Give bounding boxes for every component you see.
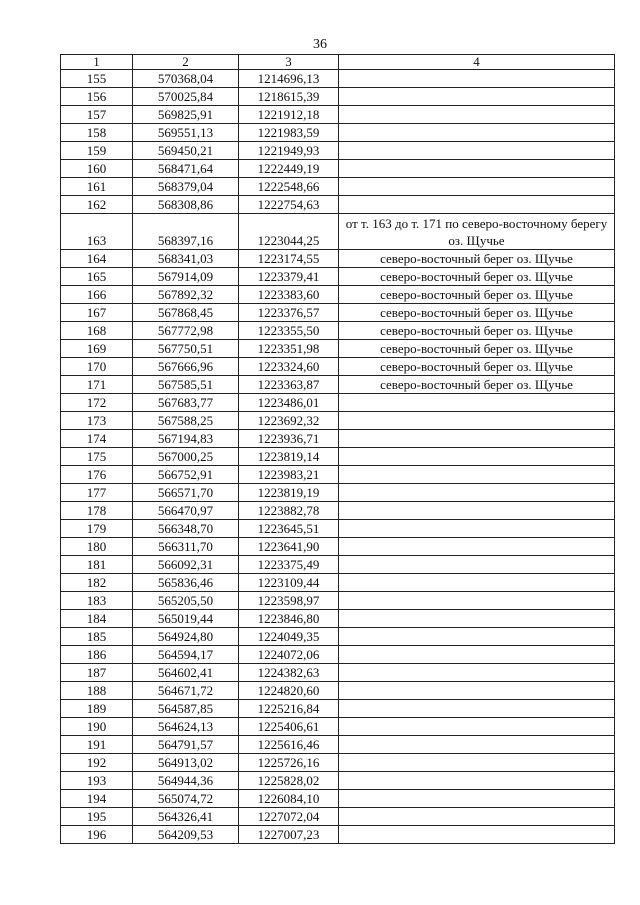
x-coordinate-cell: 568397,16: [133, 214, 239, 250]
x-coordinate-cell: 567683,77: [133, 394, 239, 412]
y-coordinate-cell: 1223174,55: [239, 250, 339, 268]
x-coordinate-cell: 569825,91: [133, 106, 239, 124]
y-coordinate-cell: 1221912,18: [239, 106, 339, 124]
coordinates-table: [60, 54, 615, 844]
description-cell: [339, 826, 615, 844]
description-cell: [339, 196, 615, 214]
x-coordinate-cell: 566752,91: [133, 466, 239, 484]
x-coordinate-cell: 564944,36: [133, 772, 239, 790]
table-body: [61, 70, 615, 844]
x-coordinate-cell: 564624,13: [133, 718, 239, 736]
x-coordinate-cell: 564924,80: [133, 628, 239, 646]
table-row: [61, 502, 615, 520]
x-coordinate-cell: 566348,70: [133, 520, 239, 538]
description-cell: северо-восточный берег оз. Щучье: [339, 376, 615, 394]
point-number-cell: 187: [61, 664, 133, 682]
x-coordinate-cell: 568308,86: [133, 196, 239, 214]
x-coordinate-cell: 569450,21: [133, 142, 239, 160]
y-coordinate-cell: 1223379,41: [239, 268, 339, 286]
description-cell: [339, 754, 615, 772]
y-coordinate-cell: 1223355,50: [239, 322, 339, 340]
description-cell: от т. 163 до т. 171 по северо-восточному берегу оз. Щучье: [339, 214, 615, 250]
page-number: 36: [313, 37, 327, 52]
table-row: [61, 754, 615, 772]
x-coordinate-cell: 567000,25: [133, 448, 239, 466]
y-coordinate-cell: 1218615,39: [239, 88, 339, 106]
table-row: [61, 646, 615, 664]
point-number-cell: 190: [61, 718, 133, 736]
table-row: [61, 124, 615, 142]
table-row: [61, 106, 615, 124]
y-coordinate-cell: 1223351,98: [239, 340, 339, 358]
description-cell: [339, 70, 615, 88]
y-coordinate-cell: 1227072,04: [239, 808, 339, 826]
table-row: [61, 556, 615, 574]
description-cell: [339, 700, 615, 718]
description-cell: [339, 772, 615, 790]
table-row: [61, 340, 615, 358]
x-coordinate-cell: 568379,04: [133, 178, 239, 196]
table-row: [61, 214, 615, 250]
x-coordinate-cell: 568471,64: [133, 160, 239, 178]
description-cell: [339, 88, 615, 106]
table-row: [61, 484, 615, 502]
y-coordinate-cell: 1223375,49: [239, 556, 339, 574]
description-cell: [339, 466, 615, 484]
description-cell: [339, 556, 615, 574]
point-number-cell: 173: [61, 412, 133, 430]
description-cell: [339, 124, 615, 142]
description-cell: северо-восточный берег оз. Щучье: [339, 358, 615, 376]
point-number-cell: 193: [61, 772, 133, 790]
y-coordinate-cell: 1223641,90: [239, 538, 339, 556]
point-number-cell: 157: [61, 106, 133, 124]
x-coordinate-cell: 567194,83: [133, 430, 239, 448]
point-number-cell: 159: [61, 142, 133, 160]
table-row: [61, 826, 615, 844]
description-cell: северо-восточный берег оз. Щучье: [339, 340, 615, 358]
point-number-cell: 186: [61, 646, 133, 664]
x-coordinate-cell: 566311,70: [133, 538, 239, 556]
point-number-cell: 164: [61, 250, 133, 268]
x-coordinate-cell: 566092,31: [133, 556, 239, 574]
point-number-cell: 195: [61, 808, 133, 826]
y-coordinate-cell: 1223383,60: [239, 286, 339, 304]
description-cell: [339, 502, 615, 520]
y-coordinate-cell: 1214696,13: [239, 70, 339, 88]
point-number-cell: 160: [61, 160, 133, 178]
header-col-4: 4: [339, 55, 615, 70]
table-row: [61, 268, 615, 286]
table-row: [61, 322, 615, 340]
description-cell: [339, 808, 615, 826]
point-number-cell: 166: [61, 286, 133, 304]
x-coordinate-cell: 564671,72: [133, 682, 239, 700]
x-coordinate-cell: 567892,32: [133, 286, 239, 304]
description-cell: [339, 790, 615, 808]
x-coordinate-cell: 567585,51: [133, 376, 239, 394]
table-row: [61, 430, 615, 448]
y-coordinate-cell: 1225406,61: [239, 718, 339, 736]
table-row: [61, 304, 615, 322]
point-number-cell: 175: [61, 448, 133, 466]
y-coordinate-cell: 1223486,01: [239, 394, 339, 412]
y-coordinate-cell: 1223044,25: [239, 214, 339, 250]
table-row: [61, 412, 615, 430]
table-row: [61, 196, 615, 214]
table-row: [61, 718, 615, 736]
description-cell: [339, 646, 615, 664]
point-number-cell: 176: [61, 466, 133, 484]
point-number-cell: 174: [61, 430, 133, 448]
table-row: [61, 592, 615, 610]
point-number-cell: 163: [61, 214, 133, 250]
y-coordinate-cell: 1223363,87: [239, 376, 339, 394]
x-coordinate-cell: 567772,98: [133, 322, 239, 340]
table-row: [61, 610, 615, 628]
description-cell: [339, 664, 615, 682]
description-cell: [339, 106, 615, 124]
y-coordinate-cell: 1224072,06: [239, 646, 339, 664]
point-number-cell: 183: [61, 592, 133, 610]
description-cell: северо-восточный берег оз. Щучье: [339, 286, 615, 304]
description-cell: [339, 394, 615, 412]
table-row: [61, 808, 615, 826]
table-row: [61, 376, 615, 394]
table-row: [61, 286, 615, 304]
x-coordinate-cell: 566470,97: [133, 502, 239, 520]
description-cell: [339, 484, 615, 502]
point-number-cell: 180: [61, 538, 133, 556]
description-cell: [339, 520, 615, 538]
description-cell: [339, 538, 615, 556]
point-number-cell: 162: [61, 196, 133, 214]
x-coordinate-cell: 567914,09: [133, 268, 239, 286]
table-row: [61, 70, 615, 88]
point-number-cell: 177: [61, 484, 133, 502]
description-cell: северо-восточный берег оз. Щучье: [339, 304, 615, 322]
y-coordinate-cell: 1223882,78: [239, 502, 339, 520]
x-coordinate-cell: 564913,02: [133, 754, 239, 772]
x-coordinate-cell: 565836,46: [133, 574, 239, 592]
point-number-cell: 170: [61, 358, 133, 376]
table-row: [61, 700, 615, 718]
y-coordinate-cell: 1222754,63: [239, 196, 339, 214]
point-number-cell: 169: [61, 340, 133, 358]
table-row: [61, 88, 615, 106]
description-cell: северо-восточный берег оз. Щучье: [339, 250, 615, 268]
y-coordinate-cell: 1225616,46: [239, 736, 339, 754]
y-coordinate-cell: 1223324,60: [239, 358, 339, 376]
x-coordinate-cell: 570368,04: [133, 70, 239, 88]
table-row: [61, 448, 615, 466]
point-number-cell: 191: [61, 736, 133, 754]
description-cell: [339, 430, 615, 448]
y-coordinate-cell: 1224820,60: [239, 682, 339, 700]
y-coordinate-cell: 1225726,16: [239, 754, 339, 772]
y-coordinate-cell: 1223109,44: [239, 574, 339, 592]
table-row: [61, 178, 615, 196]
y-coordinate-cell: 1222449,19: [239, 160, 339, 178]
y-coordinate-cell: 1223598,97: [239, 592, 339, 610]
table-row: [61, 628, 615, 646]
x-coordinate-cell: 567868,45: [133, 304, 239, 322]
table-row: [61, 160, 615, 178]
header-col-2: 2: [133, 55, 239, 70]
point-number-cell: 167: [61, 304, 133, 322]
description-cell: [339, 178, 615, 196]
table-row: [61, 664, 615, 682]
x-coordinate-cell: 570025,84: [133, 88, 239, 106]
point-number-cell: 165: [61, 268, 133, 286]
x-coordinate-cell: 564594,17: [133, 646, 239, 664]
header-col-3: 3: [239, 55, 339, 70]
table-row: [61, 466, 615, 484]
point-number-cell: 188: [61, 682, 133, 700]
table-row: [61, 538, 615, 556]
y-coordinate-cell: 1225828,02: [239, 772, 339, 790]
x-coordinate-cell: 565205,50: [133, 592, 239, 610]
x-coordinate-cell: 565019,44: [133, 610, 239, 628]
point-number-cell: 196: [61, 826, 133, 844]
table-row: [61, 772, 615, 790]
point-number-cell: 194: [61, 790, 133, 808]
description-cell: [339, 736, 615, 754]
table-row: [61, 520, 615, 538]
point-number-cell: 182: [61, 574, 133, 592]
point-number-cell: 171: [61, 376, 133, 394]
point-number-cell: 158: [61, 124, 133, 142]
point-number-cell: 172: [61, 394, 133, 412]
x-coordinate-cell: 564587,85: [133, 700, 239, 718]
x-coordinate-cell: 567666,96: [133, 358, 239, 376]
table-row: [61, 142, 615, 160]
description-cell: [339, 160, 615, 178]
description-cell: [339, 142, 615, 160]
point-number-cell: 156: [61, 88, 133, 106]
point-number-cell: 179: [61, 520, 133, 538]
description-cell: [339, 682, 615, 700]
x-coordinate-cell: 564602,41: [133, 664, 239, 682]
description-cell: [339, 610, 615, 628]
point-number-cell: 168: [61, 322, 133, 340]
description-cell: [339, 448, 615, 466]
header-col-1: 1: [61, 55, 133, 70]
description-cell: [339, 574, 615, 592]
point-number-cell: 155: [61, 70, 133, 88]
description-cell: [339, 628, 615, 646]
description-cell: [339, 412, 615, 430]
point-number-cell: 161: [61, 178, 133, 196]
y-coordinate-cell: 1223692,32: [239, 412, 339, 430]
x-coordinate-cell: 566571,70: [133, 484, 239, 502]
point-number-cell: 189: [61, 700, 133, 718]
table-row: [61, 736, 615, 754]
table-row: [61, 250, 615, 268]
description-cell: северо-восточный берег оз. Щучье: [339, 268, 615, 286]
x-coordinate-cell: 567750,51: [133, 340, 239, 358]
x-coordinate-cell: 568341,03: [133, 250, 239, 268]
description-cell: [339, 592, 615, 610]
y-coordinate-cell: 1223846,80: [239, 610, 339, 628]
y-coordinate-cell: 1221949,93: [239, 142, 339, 160]
point-number-cell: 181: [61, 556, 133, 574]
point-number-cell: 192: [61, 754, 133, 772]
y-coordinate-cell: 1221983,59: [239, 124, 339, 142]
table-row: [61, 574, 615, 592]
x-coordinate-cell: 569551,13: [133, 124, 239, 142]
y-coordinate-cell: 1225216,84: [239, 700, 339, 718]
x-coordinate-cell: 567588,25: [133, 412, 239, 430]
y-coordinate-cell: 1224049,35: [239, 628, 339, 646]
y-coordinate-cell: 1224382,63: [239, 664, 339, 682]
table-row: [61, 358, 615, 376]
x-coordinate-cell: 565074,72: [133, 790, 239, 808]
point-number-cell: 184: [61, 610, 133, 628]
y-coordinate-cell: 1222548,66: [239, 178, 339, 196]
point-number-cell: 178: [61, 502, 133, 520]
y-coordinate-cell: 1223936,71: [239, 430, 339, 448]
y-coordinate-cell: 1226084,10: [239, 790, 339, 808]
y-coordinate-cell: 1223376,57: [239, 304, 339, 322]
y-coordinate-cell: 1227007,23: [239, 826, 339, 844]
header-row: [61, 55, 615, 70]
y-coordinate-cell: 1223983,21: [239, 466, 339, 484]
table-row: [61, 394, 615, 412]
point-number-cell: 185: [61, 628, 133, 646]
description-cell: северо-восточный берег оз. Щучье: [339, 322, 615, 340]
table-row: [61, 790, 615, 808]
x-coordinate-cell: 564791,57: [133, 736, 239, 754]
x-coordinate-cell: 564326,41: [133, 808, 239, 826]
y-coordinate-cell: 1223645,51: [239, 520, 339, 538]
table-row: [61, 682, 615, 700]
table-header: [61, 55, 615, 70]
y-coordinate-cell: 1223819,19: [239, 484, 339, 502]
y-coordinate-cell: 1223819,14: [239, 448, 339, 466]
x-coordinate-cell: 564209,53: [133, 826, 239, 844]
description-cell: [339, 718, 615, 736]
